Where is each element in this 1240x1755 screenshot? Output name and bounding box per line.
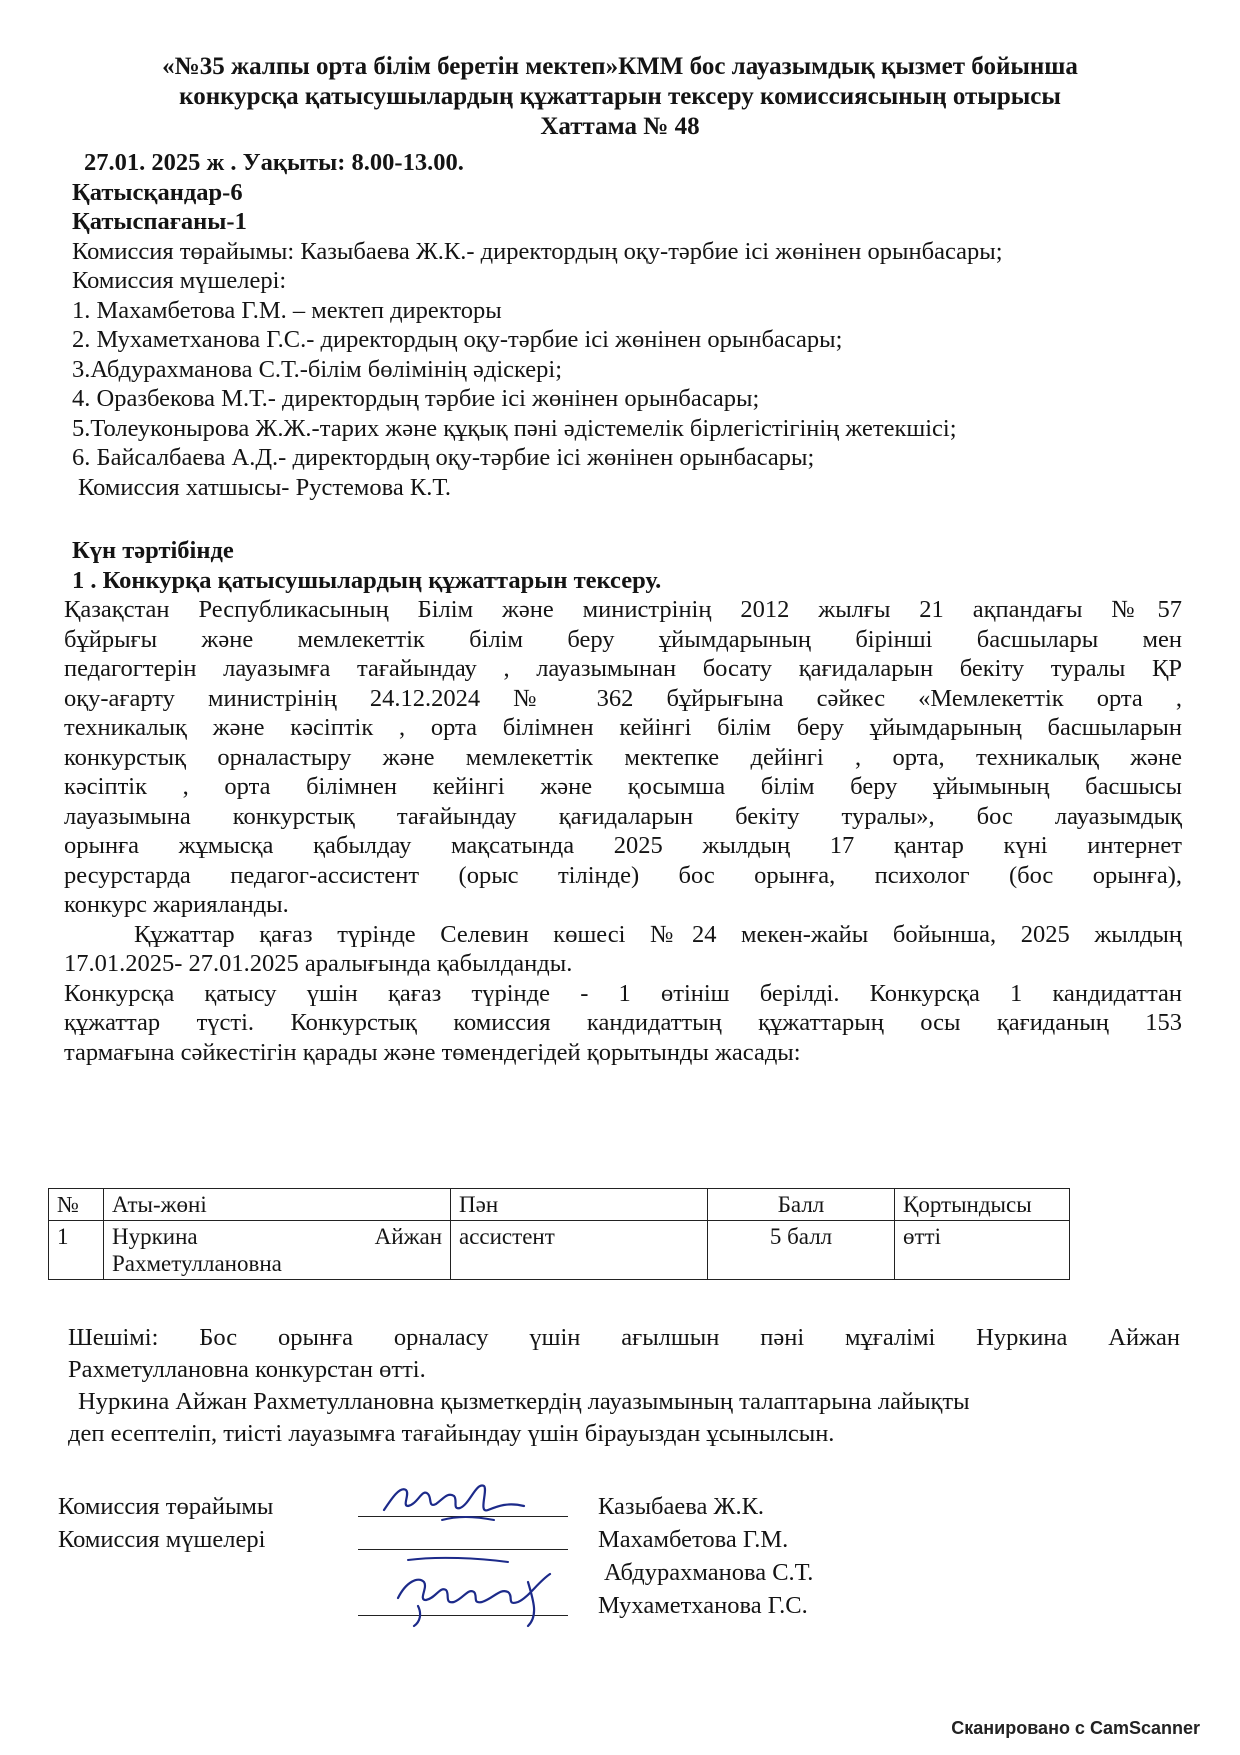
cell-result: өтті <box>895 1221 1070 1280</box>
member-item: 1. Махамбетова Г.М. – мектеп директоры <box>72 296 502 324</box>
name-patronymic: Рахметуллановна <box>112 1251 282 1276</box>
member-signature <box>378 1552 578 1632</box>
paragraph-line: техникалық және кәсіптік , орта білімнен кейінгі білім беру ұйымдарының басшыларын <box>64 714 1182 741</box>
cell-subject: ассистент <box>451 1221 708 1280</box>
document-header <box>60 52 1180 142</box>
signer-name: Казыбаева Ж.К. <box>598 1493 765 1520</box>
cell-full-name <box>104 1221 451 1280</box>
paragraph-line: конкурстық орналастыру және мемлекеттік мектепке дейінгі , орта, техникалық және <box>64 743 1182 771</box>
header-subject: Пән <box>451 1189 708 1221</box>
signature-row <box>58 1490 1158 1523</box>
header-score: Балл <box>708 1189 895 1221</box>
cell-score: 5 балл <box>708 1221 895 1280</box>
member-item: 5.Толеуконырова Ж.Ж.-тарих және құқық пәні әдістемелік бірлегістігінің жетекшісі; <box>72 414 957 442</box>
paragraph-line: бұйрығы және мемлекеттік білім беру ұйымдарының бірінші басшылары мен <box>64 625 1182 653</box>
paragraph-line: Қазақстан Республикасының Білім және министрінің 2012 жылғы 21 ақпандағы №57 <box>64 596 1182 623</box>
header-full-name: Аты-жөні <box>104 1189 451 1221</box>
present-count: Қатысқандар-6 <box>72 178 243 206</box>
signature-line <box>358 1549 568 1550</box>
signature-row <box>58 1589 1158 1622</box>
paragraph-line: Құжаттар қағаз түрінде Селевин көшесі №24 мекен-жайы бойынша, 2025 жылдың <box>134 920 1182 948</box>
paragraph-line: ресурстарда педагог-ассистент (орыс тілінде) бос орынға, психолог (бос орынға), <box>64 861 1182 889</box>
paragraph-line: құжаттар түсті. Конкурстық комиссия кандидаттың құжаттарың осы қағиданың 153 <box>64 1009 1182 1036</box>
paragraph-line: орынға жұмысқа қабылдау мақсатында 2025 жылдың 17 қантар күні интернет <box>64 832 1182 859</box>
members-label: Комиссия мүшелері <box>58 1526 266 1553</box>
paragraph-line: лауазымына конкурстық тағайындау қағидаларын бекіту туралы», бос лауазымдық <box>64 802 1182 830</box>
paragraph-line: педагогтерін лауазымға тағайындау , лауазымынан босату қағидаларын бекіту туралы ҚР <box>64 655 1182 682</box>
paragraph-line: 17.01.2025- 27.01.2025 аралығында қабылданды. <box>64 950 573 977</box>
paragraph-line: кәсіптік , орта білімнен кейінгі және қосымша білім беру ұйымының басшысы <box>64 773 1182 800</box>
paragraph-line: тармағына сәйкестігін қарады және төмендегідей қорытынды жасады: <box>64 1038 801 1066</box>
decision-line: Шешімі: Бос орынға орналасу үшін ағылшын пәні мұғалімі Нуркина Айжан <box>68 1324 1180 1351</box>
signer-name: Абдурахманова С.Т. <box>604 1559 814 1586</box>
paragraph-line: конкурс жарияланды. <box>64 891 289 918</box>
member-signature <box>438 1510 498 1530</box>
table-header-row <box>49 1189 1070 1221</box>
signature-row <box>58 1523 1158 1556</box>
decision-line: Нуркина Айжан Рахметуллановна қызметкердің лауазымының талаптарына лайықты <box>78 1388 970 1415</box>
absent-count: Қатыспағаны-1 <box>72 208 247 235</box>
member-item: 6. Байсалбаева А.Д.- директордың оқу-тәрбие ісі жөнінен орынбасары; <box>72 444 815 471</box>
signer-name: Махамбетова Г.М. <box>598 1526 789 1553</box>
member-item: 3.Абдурахманова С.Т.-білім бөлімінің әдіскері; <box>72 355 563 383</box>
paragraph-2 <box>64 920 1182 979</box>
cell-number: 1 <box>49 1221 104 1280</box>
chair-label: Комиссия төрайымы <box>58 1493 274 1520</box>
agenda-heading: Күн тәртібінде <box>72 537 234 564</box>
scanner-watermark: Сканировано с CamScanner <box>951 1718 1200 1738</box>
document-body <box>64 148 1182 1067</box>
protocol-number: Хаттама № 48 <box>540 113 700 140</box>
signature-block <box>58 1490 1158 1622</box>
decision-line: деп есептеліп, тиісті лауазымға тағайындау үшін бірауыздан ұсынылсын. <box>68 1420 835 1447</box>
signature-row <box>58 1556 1158 1589</box>
decision-line: Рахметуллановна конкурстан өтті. <box>68 1356 426 1383</box>
commission-secretary: Комиссия хатшысы- Рустемова К.Т. <box>78 473 452 501</box>
paragraph-line: Конкурсқа қатысу үшін қағаз түрінде - 1 өтініш берілді. Конкурсқа 1 кандидаттан <box>64 979 1182 1007</box>
name-second: Айжан <box>374 1224 442 1249</box>
table-row <box>49 1221 1070 1280</box>
member-item: 4. Оразбекова М.Т.- директордың тәрбие ісі жөнінен орынбасары; <box>72 385 760 412</box>
header-line-2: конкурсқа қатысушылардың құжаттарын тексеру комиссиясының отырысы <box>179 83 1061 110</box>
paragraph-line: оқу-ағарту министрінің 24.12.2024 № 362 бұйрығына сәйкес «Мемлекеттік орта , <box>64 684 1182 712</box>
decision-block <box>68 1322 1180 1450</box>
header-result: Қортындысы <box>895 1189 1070 1221</box>
header-number: № <box>49 1189 104 1221</box>
paragraph-3 <box>64 979 1182 1068</box>
member-item: 2. Мухаметханова Г.С.- директордың оқу-тәрбие ісі жөнінен орынбасары; <box>72 326 843 353</box>
results-table <box>48 1188 1070 1280</box>
members-heading: Комиссия мүшелері: <box>72 267 287 294</box>
commission-chair: Комиссия төрайымы: Казыбаева Ж.К.- директордың оқу-тәрбие ісі жөнінен орынбасары; <box>72 237 1003 265</box>
name-first: Нуркина <box>112 1224 198 1249</box>
agenda-item-1: 1 . Конкурқа қатысушылардың құжаттарын тексеру. <box>72 566 662 594</box>
signer-name: Мухаметханова Г.С. <box>598 1592 808 1619</box>
meeting-date-time: 27.01. 2025 ж . Уақыты: 8.00-13.00. <box>84 149 464 176</box>
header-line-1: «№35 жалпы орта білім беретін мектеп»КММ бос лауазымдық қызмет бойынша <box>162 53 1078 80</box>
paragraph-1 <box>64 595 1182 920</box>
